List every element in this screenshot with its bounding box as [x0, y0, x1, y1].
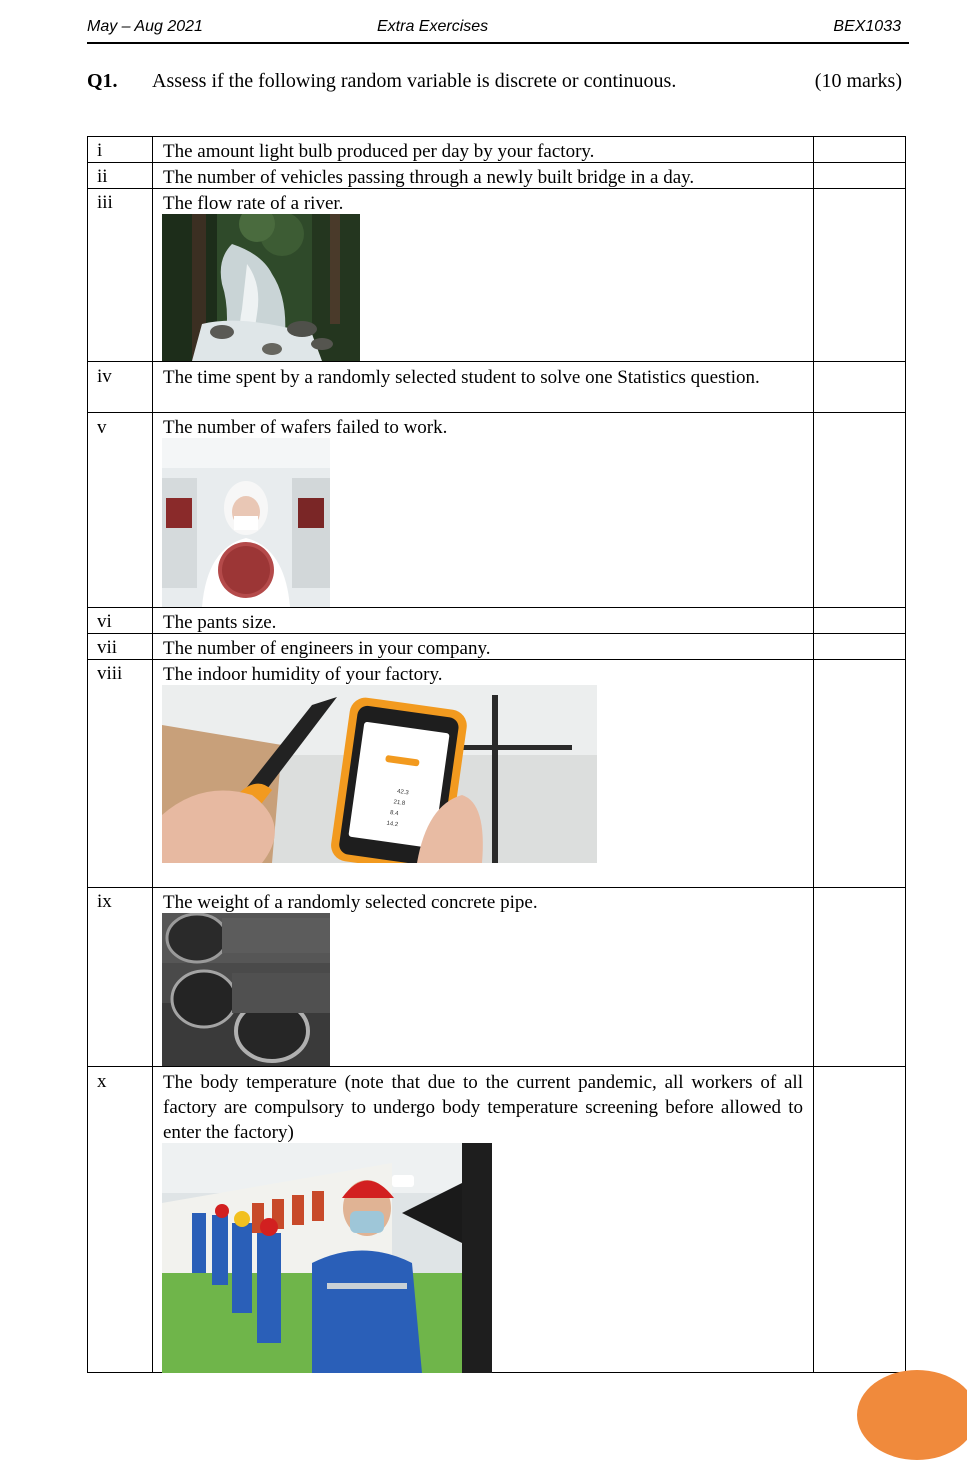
- row-number: vi: [97, 611, 112, 632]
- question-number: Q1.: [87, 70, 118, 92]
- meter-reading: 14.2: [386, 820, 399, 829]
- row-separator: [88, 361, 905, 362]
- row-text: The time spent by a randomly selected student to solve one Statistics question.: [163, 367, 760, 388]
- row-text: The indoor humidity of your factory.: [163, 664, 443, 685]
- question-marks: (10 marks): [814, 70, 902, 92]
- row-number: vii: [97, 637, 118, 658]
- meter-reading: 42.3: [396, 788, 410, 797]
- header-term: May – Aug 2021: [87, 18, 203, 35]
- table-divider: [152, 137, 153, 1372]
- row-separator: [88, 412, 905, 413]
- row-number: iv: [97, 366, 112, 387]
- row-text: The body temperature (note that due to the current pandemic, all workers of all factory are compulsory to undergo body temperature screening before allowed to enter the factory): [163, 1072, 803, 1143]
- page-header: [87, 16, 909, 44]
- row-text: The number of vehicles passing through a newly built bridge in a day.: [163, 167, 695, 188]
- row-number: v: [97, 417, 107, 438]
- row-text: The flow rate of a river.: [163, 193, 344, 214]
- temperature-screening-photo: [162, 1143, 492, 1373]
- row-text: The pants size.: [163, 612, 277, 633]
- row-text: The number of wafers failed to work.: [163, 417, 448, 438]
- table-divider: [813, 137, 814, 1372]
- concrete-pipe-photo: [162, 913, 330, 1066]
- row-number: ii: [97, 166, 108, 187]
- header-course-code: BEX1033: [833, 18, 901, 35]
- row-text: The amount light bulb produced per day by your factory.: [163, 141, 595, 162]
- row-number: ix: [97, 891, 112, 912]
- wafer-cleanroom-photo: [162, 438, 330, 607]
- row-text: The weight of a randomly selected concrete pipe.: [163, 892, 538, 913]
- row-number: x: [97, 1071, 107, 1092]
- meter-reading: 8.4: [389, 810, 399, 818]
- river-photo: [162, 214, 360, 361]
- meter-reading: 21.8: [393, 799, 406, 808]
- row-separator: [88, 607, 905, 608]
- row-separator: [88, 1066, 905, 1067]
- row-text: The number of engineers in your company.: [163, 638, 491, 659]
- row-number: iii: [97, 192, 113, 213]
- answer-table: [87, 136, 906, 1373]
- question-text: Assess if the following random variable is discrete or continuous.: [152, 70, 677, 92]
- row-number: i: [97, 140, 103, 161]
- corner-decoration: [857, 1370, 967, 1460]
- row-number: viii: [97, 663, 123, 684]
- humidity-meter-photo: [162, 685, 597, 863]
- row-separator: [88, 887, 905, 888]
- header-title: Extra Exercises: [377, 18, 489, 35]
